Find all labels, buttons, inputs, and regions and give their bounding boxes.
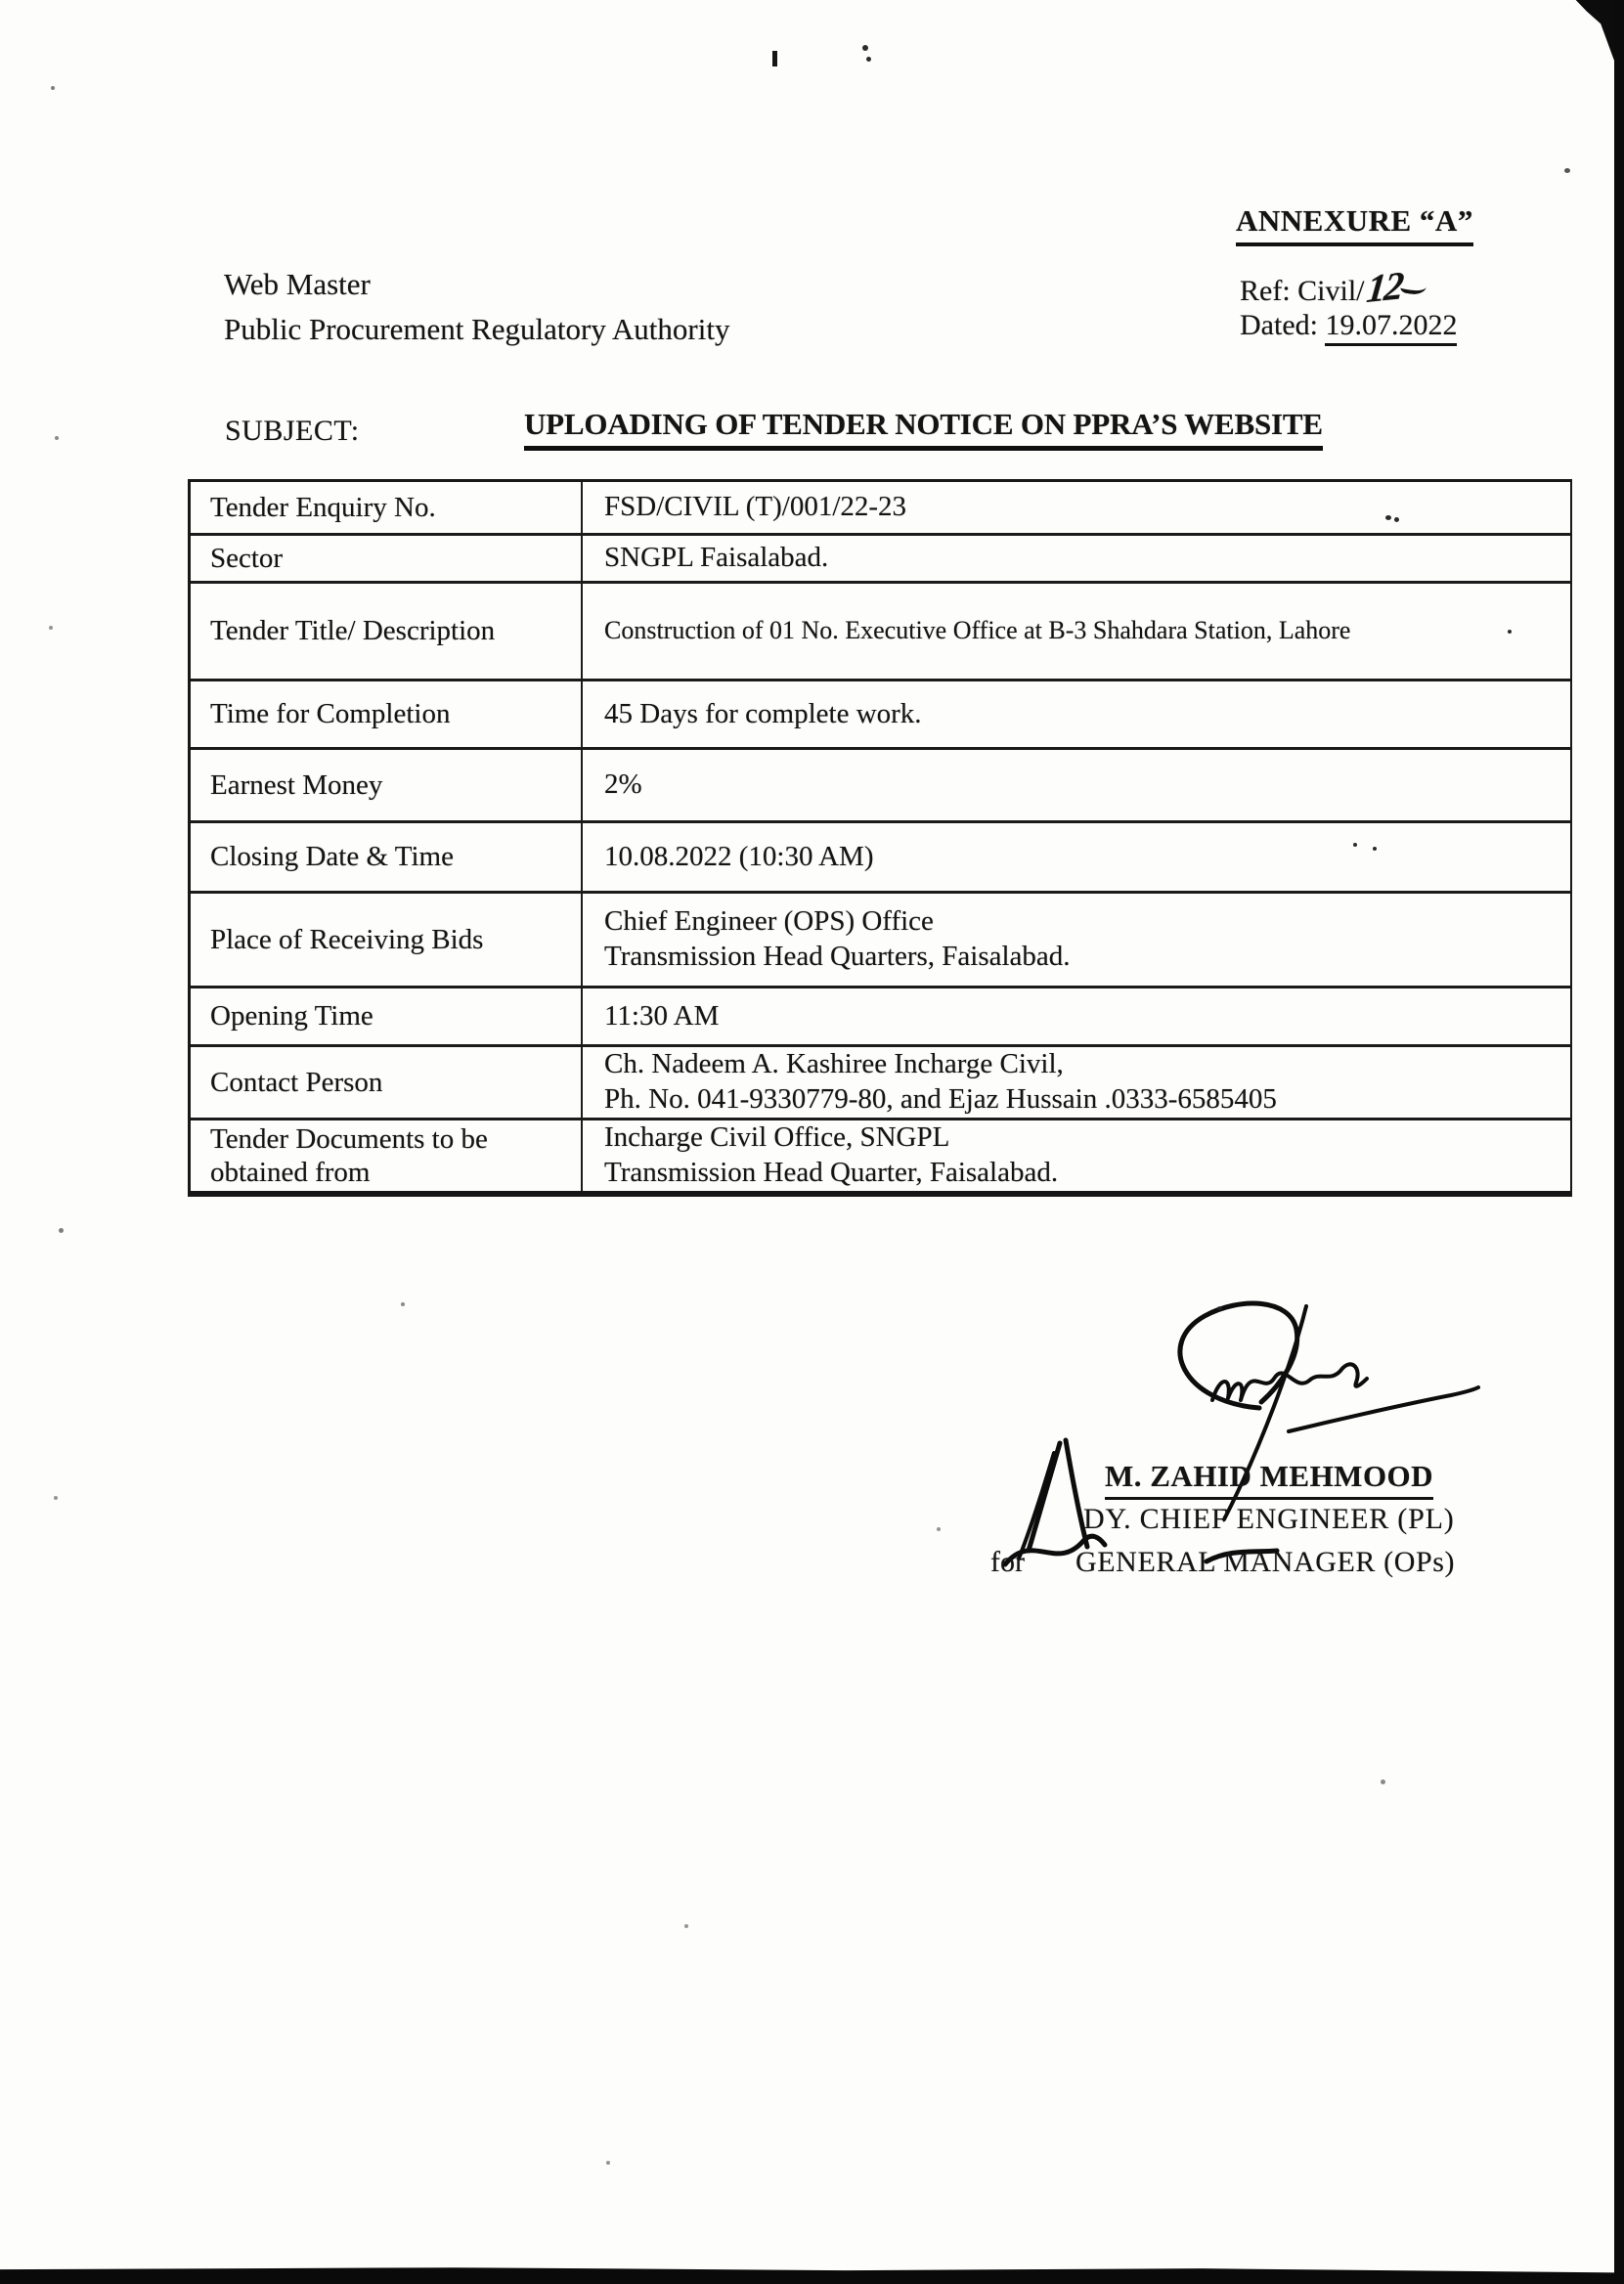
scan-speck	[684, 1924, 688, 1928]
signatory-for-line	[990, 1546, 1455, 1579]
signature-scribble	[1115, 1293, 1506, 1537]
row-label	[191, 1120, 583, 1191]
row-label	[191, 536, 583, 581]
dated-value: 19.07.2022	[1325, 309, 1457, 346]
row-label-text: Tender Documents to be obtained from	[210, 1122, 488, 1188]
row-value-line: Chief Engineer (OPS) Office	[604, 905, 934, 938]
row-value	[583, 681, 1570, 747]
dated-label: Dated:	[1240, 309, 1326, 341]
ref-line	[1240, 264, 1426, 310]
signatory-title: DY. CHIEF ENGINEER (PL)	[1083, 1503, 1455, 1535]
row-value-line: Transmission Head Quarter, Faisalabad.	[604, 1157, 1059, 1188]
row-value-text: SNGPL Faisalabad.	[604, 542, 829, 574]
ref-label: Ref: Civil/	[1240, 275, 1365, 307]
scan-speck	[54, 1496, 58, 1500]
row-value	[583, 988, 1570, 1044]
ref-number-handwritten: 12	[1364, 262, 1404, 312]
row-label-text: Contact Person	[210, 1066, 383, 1098]
scan-speck	[772, 51, 777, 66]
row-value	[583, 1047, 1570, 1118]
row-label	[191, 1047, 583, 1118]
addressee-line-2: Public Procurement Regulatory Authority	[224, 311, 730, 346]
row-label-text: Earnest Money	[210, 769, 383, 801]
row-value-text: 45 Days for complete work.	[604, 697, 922, 729]
ref-pen-tail	[1399, 277, 1426, 295]
scan-speck	[606, 2161, 610, 2165]
table-row-place-receiving	[191, 894, 1570, 988]
row-value-text: 10.08.2022 (10:30 AM)	[604, 840, 874, 872]
signatory-authority: GENERAL MANAGER (OPs)	[1075, 1546, 1456, 1578]
annexure-heading: ANNEXURE “A”	[1236, 203, 1473, 246]
table-row-tender-enquiry	[191, 482, 1570, 536]
row-value-line: Ph. No. 041-9330779-80, and Ejaz Hussain .0333-6585405	[604, 1083, 1277, 1115]
for-label: for	[990, 1546, 1025, 1578]
addressee-block	[224, 262, 729, 352]
scan-speck	[1564, 168, 1570, 173]
row-label	[191, 823, 583, 891]
table-row-tender-documents	[191, 1120, 1570, 1194]
scan-speck	[1381, 1779, 1385, 1784]
dated-line	[1240, 309, 1457, 342]
scan-speck	[1508, 630, 1512, 634]
row-label	[191, 482, 583, 533]
row-value	[583, 750, 1570, 820]
scan-edge-bottom	[0, 2261, 1624, 2284]
row-label-text: Place of Receiving Bids	[210, 923, 484, 955]
row-label-text: Time for Completion	[210, 698, 451, 730]
scan-speck	[55, 436, 59, 440]
scan-corner-blob	[1541, 0, 1624, 63]
row-value-line: Ch. Nadeem A. Kashiree Incharge Civil,	[604, 1048, 1064, 1080]
table-row-time-completion	[191, 681, 1570, 750]
row-value-line: Transmission Head Quarters, Faisalabad.	[604, 941, 1071, 972]
table-row-opening-time	[191, 988, 1570, 1047]
row-label-text: Tender Enquiry No.	[210, 491, 436, 523]
subject-label: SUBJECT:	[225, 415, 360, 447]
scan-speck	[937, 1527, 941, 1531]
scan-speck	[49, 626, 53, 630]
row-value	[583, 482, 1570, 533]
scan-speck	[1217, 1306, 1222, 1310]
row-label	[191, 681, 583, 747]
table-row-tender-title	[191, 584, 1570, 681]
row-value	[583, 1120, 1570, 1191]
row-value-line: Incharge Civil Office, SNGPL	[604, 1121, 950, 1154]
table-row-closing-date	[191, 823, 1570, 894]
row-label-text: Opening Time	[210, 1000, 373, 1032]
row-value-text: 2%	[604, 769, 642, 801]
table-row-earnest-money	[191, 750, 1570, 823]
row-value-text: FSD/CIVIL (T)/001/22-23	[604, 491, 907, 523]
row-value	[583, 823, 1570, 891]
scan-speck	[1373, 847, 1377, 851]
scan-speck	[1394, 517, 1399, 522]
row-label	[191, 584, 583, 679]
scan-speck	[1353, 843, 1357, 847]
scan-speck	[862, 45, 868, 51]
row-label-text: Closing Date & Time	[210, 841, 454, 873]
table-row-sector	[191, 536, 1570, 584]
subject-title: UPLOADING OF TENDER NOTICE ON PPRA’S WEBSITE	[524, 407, 1323, 451]
row-label	[191, 988, 583, 1044]
table-row-contact-person	[191, 1047, 1570, 1120]
scan-speck	[59, 1228, 64, 1233]
scan-speck	[51, 86, 55, 90]
row-value-text: 11:30 AM	[604, 999, 720, 1032]
tender-details-table	[188, 479, 1572, 1197]
signatory-name: M. ZAHID MEHMOOD	[1105, 1459, 1433, 1500]
row-label	[191, 894, 583, 986]
scan-speck	[866, 57, 871, 62]
addressee-line-1: Web Master	[224, 267, 371, 301]
row-label	[191, 750, 583, 820]
row-value	[583, 894, 1570, 986]
row-label-text: Tender Title/ Description	[210, 615, 496, 647]
row-value	[583, 536, 1570, 581]
scan-speck	[1385, 515, 1391, 520]
row-value	[583, 584, 1570, 679]
row-value-text: Construction of 01 No. Executive Office at B-3 Shahdara Station, Lahore	[604, 616, 1351, 645]
scan-speck	[401, 1302, 405, 1306]
scan-edge-right	[1614, 0, 1624, 2284]
row-label-text: Sector	[210, 542, 284, 574]
